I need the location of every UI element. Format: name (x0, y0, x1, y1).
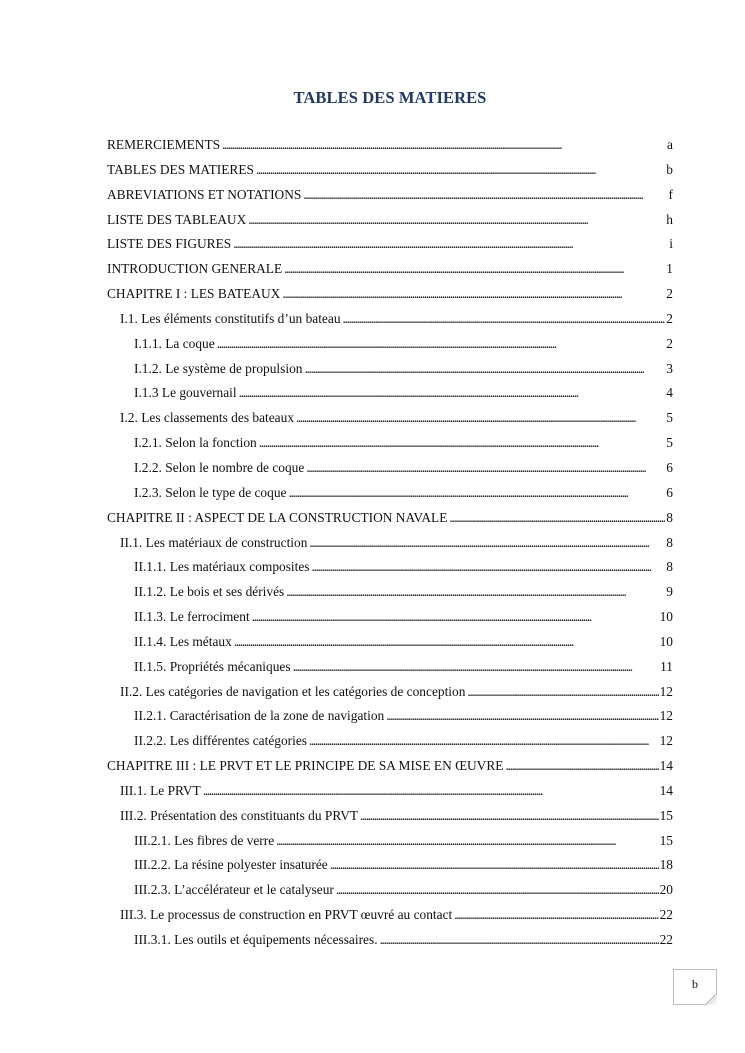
toc-entry-page: h (666, 211, 673, 227)
toc-entry-page: a (667, 137, 673, 152)
toc-entry-title: II.2. Les catégories de navigation et les catégories de conception (120, 683, 466, 699)
toc-entry-page: 1 (666, 261, 673, 277)
toc-dot-leader (256, 158, 665, 183)
toc-entry-title: II.1.5. Propriétés mécaniques (134, 658, 291, 674)
toc-entry-title: CHAPITRE I : LES BATEAUX (107, 286, 281, 302)
toc-entry-page: 15 (659, 832, 673, 848)
toc-entry[interactable] (107, 878, 673, 903)
toc-entry-page: 2 (666, 310, 673, 326)
toc-entry-page: 12 (659, 708, 673, 724)
toc-dot-leader (296, 406, 665, 431)
toc-entry-title: III.3.1. Les outils et équipements nécessaires. (134, 932, 378, 947)
toc-entry[interactable] (107, 282, 673, 307)
toc-dot-leader (336, 878, 659, 903)
toc-entry-page: 2 (666, 286, 673, 302)
toc-entry[interactable] (107, 853, 673, 878)
toc-entry[interactable] (107, 332, 673, 357)
toc-entry-page: 12 (659, 733, 673, 749)
toc-entry[interactable] (107, 158, 673, 183)
toc-dot-leader (386, 704, 658, 729)
toc-entry[interactable] (107, 257, 673, 282)
toc-entry-title: I.1.1. La coque (134, 335, 215, 351)
toc-entry[interactable] (107, 555, 673, 580)
toc-dot-leader (306, 456, 665, 481)
toc-entry-page: i (669, 236, 673, 252)
toc-dot-leader (203, 779, 659, 804)
toc-entry[interactable] (107, 531, 673, 556)
toc-entry[interactable] (107, 506, 673, 531)
toc-entry[interactable] (107, 928, 673, 953)
toc-entry-title: REMERCIEMENTS (107, 137, 221, 152)
toc-entry[interactable] (107, 804, 673, 829)
toc-entry-title: I.2.3. Selon le type de coque (134, 484, 287, 500)
page-number: b (692, 977, 698, 991)
toc-entry-page: 5 (666, 410, 673, 426)
toc-entry-page: 8 (666, 559, 673, 575)
toc-dot-leader (259, 431, 666, 456)
toc-entry-title: III.2.3. L’accélérateur et le catalyseur (134, 882, 334, 898)
toc-entry-title: CHAPITRE III : LE PRVT ET LE PRINCIPE DE SA MISE EN ŒUVRE (107, 758, 504, 774)
toc-dot-leader (505, 754, 658, 779)
toc-entry-title: CHAPITRE II : ASPECT DE LA CONSTRUCTION NAVALE (107, 509, 448, 525)
page-title: TABLES DES MATIERES (293, 88, 487, 107)
toc-entry[interactable] (107, 655, 673, 680)
toc-entry-title: I.1. Les éléments constitutifs d’un bateau (120, 310, 341, 326)
toc-entry-title: II.1.4. Les métaux (134, 633, 232, 649)
toc-entry-page: 4 (666, 385, 673, 401)
toc-dot-leader (467, 680, 658, 705)
toc-dot-leader (293, 655, 660, 680)
toc-entry-page: 15 (659, 807, 673, 823)
toc-entry-page: 22 (659, 907, 673, 923)
toc-entry-page: 10 (659, 609, 673, 625)
toc-entry-title: III.2. Présentation des constituants du PRVT (120, 807, 359, 823)
toc-entry-title: II.2.2. Les différentes catégories (134, 733, 308, 749)
toc-entry[interactable] (107, 406, 673, 431)
toc-entry-page: 14 (659, 758, 673, 774)
toc-dot-leader (309, 531, 665, 556)
toc-entry[interactable] (107, 605, 673, 630)
toc-entry-title: III.3. Le processus de construction en PRVT œuvré au contact (120, 907, 453, 923)
toc-entry-title: II.2.1. Caractérisation de la zone de navigation (134, 708, 385, 724)
toc-entry-page: 20 (659, 882, 673, 898)
toc-dot-leader (454, 903, 658, 928)
toc-entry-page: 22 (659, 932, 673, 947)
toc-entry[interactable] (107, 754, 673, 779)
page-number-box (673, 969, 717, 1005)
toc-dot-leader (380, 928, 659, 953)
toc-dot-leader (288, 481, 665, 506)
toc-entry-title: TABLES DES MATIERES (107, 161, 254, 177)
toc-dot-leader (304, 357, 665, 382)
toc-dot-leader (233, 232, 668, 257)
toc-dot-leader (284, 257, 665, 282)
toc-entry-page: 8 (666, 534, 673, 550)
toc-entry-page: f (668, 186, 673, 202)
toc-entry[interactable] (107, 381, 673, 406)
toc-entry-title: III.1. Le PRVT (120, 782, 201, 798)
toc-entry-page: 9 (666, 584, 673, 600)
toc-entry-page: 2 (666, 335, 673, 351)
toc-entry-title: III.2.2. La résine polyester insaturée (134, 857, 328, 873)
toc-entry-title: I.2.2. Selon le nombre de coque (134, 459, 305, 475)
toc-dot-leader (312, 555, 666, 580)
toc-dot-leader (309, 729, 659, 754)
toc-entry-title: LISTE DES TABLEAUX (107, 211, 247, 227)
toc-entry-title: I.2. Les classements des bateaux (120, 410, 295, 426)
toc-entry-page: 12 (659, 683, 673, 699)
toc-entry[interactable] (107, 307, 673, 332)
toc-dot-leader (234, 630, 659, 655)
toc-dot-leader (217, 332, 666, 357)
toc-dot-leader (360, 804, 659, 829)
toc-entry-page: 3 (666, 360, 673, 376)
toc-entry[interactable] (107, 729, 673, 754)
toc-dot-leader (239, 381, 666, 406)
toc-dot-leader (276, 829, 658, 854)
toc-entry[interactable] (107, 208, 673, 233)
page-corner-fold-icon (705, 993, 717, 1005)
toc-dot-leader (303, 183, 667, 208)
toc-entry-page: 18 (659, 857, 673, 873)
toc-entry[interactable] (107, 704, 673, 729)
toc-entry-page: 11 (660, 658, 673, 674)
toc-entry-title: INTRODUCTION GENERALE (107, 261, 283, 277)
toc-entry-page: 14 (659, 782, 673, 798)
toc-dot-leader (222, 133, 666, 158)
toc-entry[interactable] (107, 357, 673, 382)
toc-entry[interactable] (107, 630, 673, 655)
toc-entry[interactable] (107, 183, 673, 208)
toc-entry-title: LISTE DES FIGURES (107, 236, 232, 252)
toc-entry[interactable] (107, 903, 673, 928)
toc-entry-page: 5 (666, 435, 673, 451)
toc-dot-leader (330, 853, 659, 878)
toc-entry[interactable] (107, 829, 673, 854)
toc-entry-page: 8 (666, 509, 673, 525)
toc-entry[interactable] (107, 232, 673, 257)
table-of-contents (107, 133, 673, 953)
toc-entry-page: 10 (659, 633, 673, 649)
toc-entry[interactable] (107, 133, 673, 158)
toc-entry[interactable] (107, 481, 673, 506)
toc-entry[interactable] (107, 431, 673, 456)
toc-dot-leader (286, 580, 665, 605)
toc-entry[interactable] (107, 779, 673, 804)
toc-entry-page: b (666, 161, 673, 177)
toc-entry-title: II.1.1. Les matériaux composites (134, 559, 310, 575)
toc-entry-title: I.1.2. Le système de propulsion (134, 360, 303, 376)
toc-dot-leader (449, 506, 665, 531)
toc-dot-leader (343, 307, 666, 332)
toc-entry-title: ABREVIATIONS ET NOTATIONS (107, 186, 302, 202)
toc-dot-leader (282, 282, 665, 307)
toc-entry-title: II.1.3. Le ferrociment (134, 609, 250, 625)
toc-entry[interactable] (107, 456, 673, 481)
toc-dot-leader (252, 605, 659, 630)
toc-entry-title: II.1. Les matériaux de construction (120, 534, 308, 550)
toc-entry[interactable] (107, 580, 673, 605)
toc-entry-title: I.2.1. Selon la fonction (134, 435, 257, 451)
toc-entry[interactable] (107, 680, 673, 705)
toc-entry-page: 6 (666, 484, 673, 500)
toc-entry-title: II.1.2. Le bois et ses dérivés (134, 584, 285, 600)
toc-entry-title: I.1.3 Le gouvernail (134, 385, 237, 401)
toc-entry-page: 6 (666, 459, 673, 475)
toc-entry-title: III.2.1. Les fibres de verre (134, 832, 275, 848)
toc-dot-leader (248, 208, 665, 233)
